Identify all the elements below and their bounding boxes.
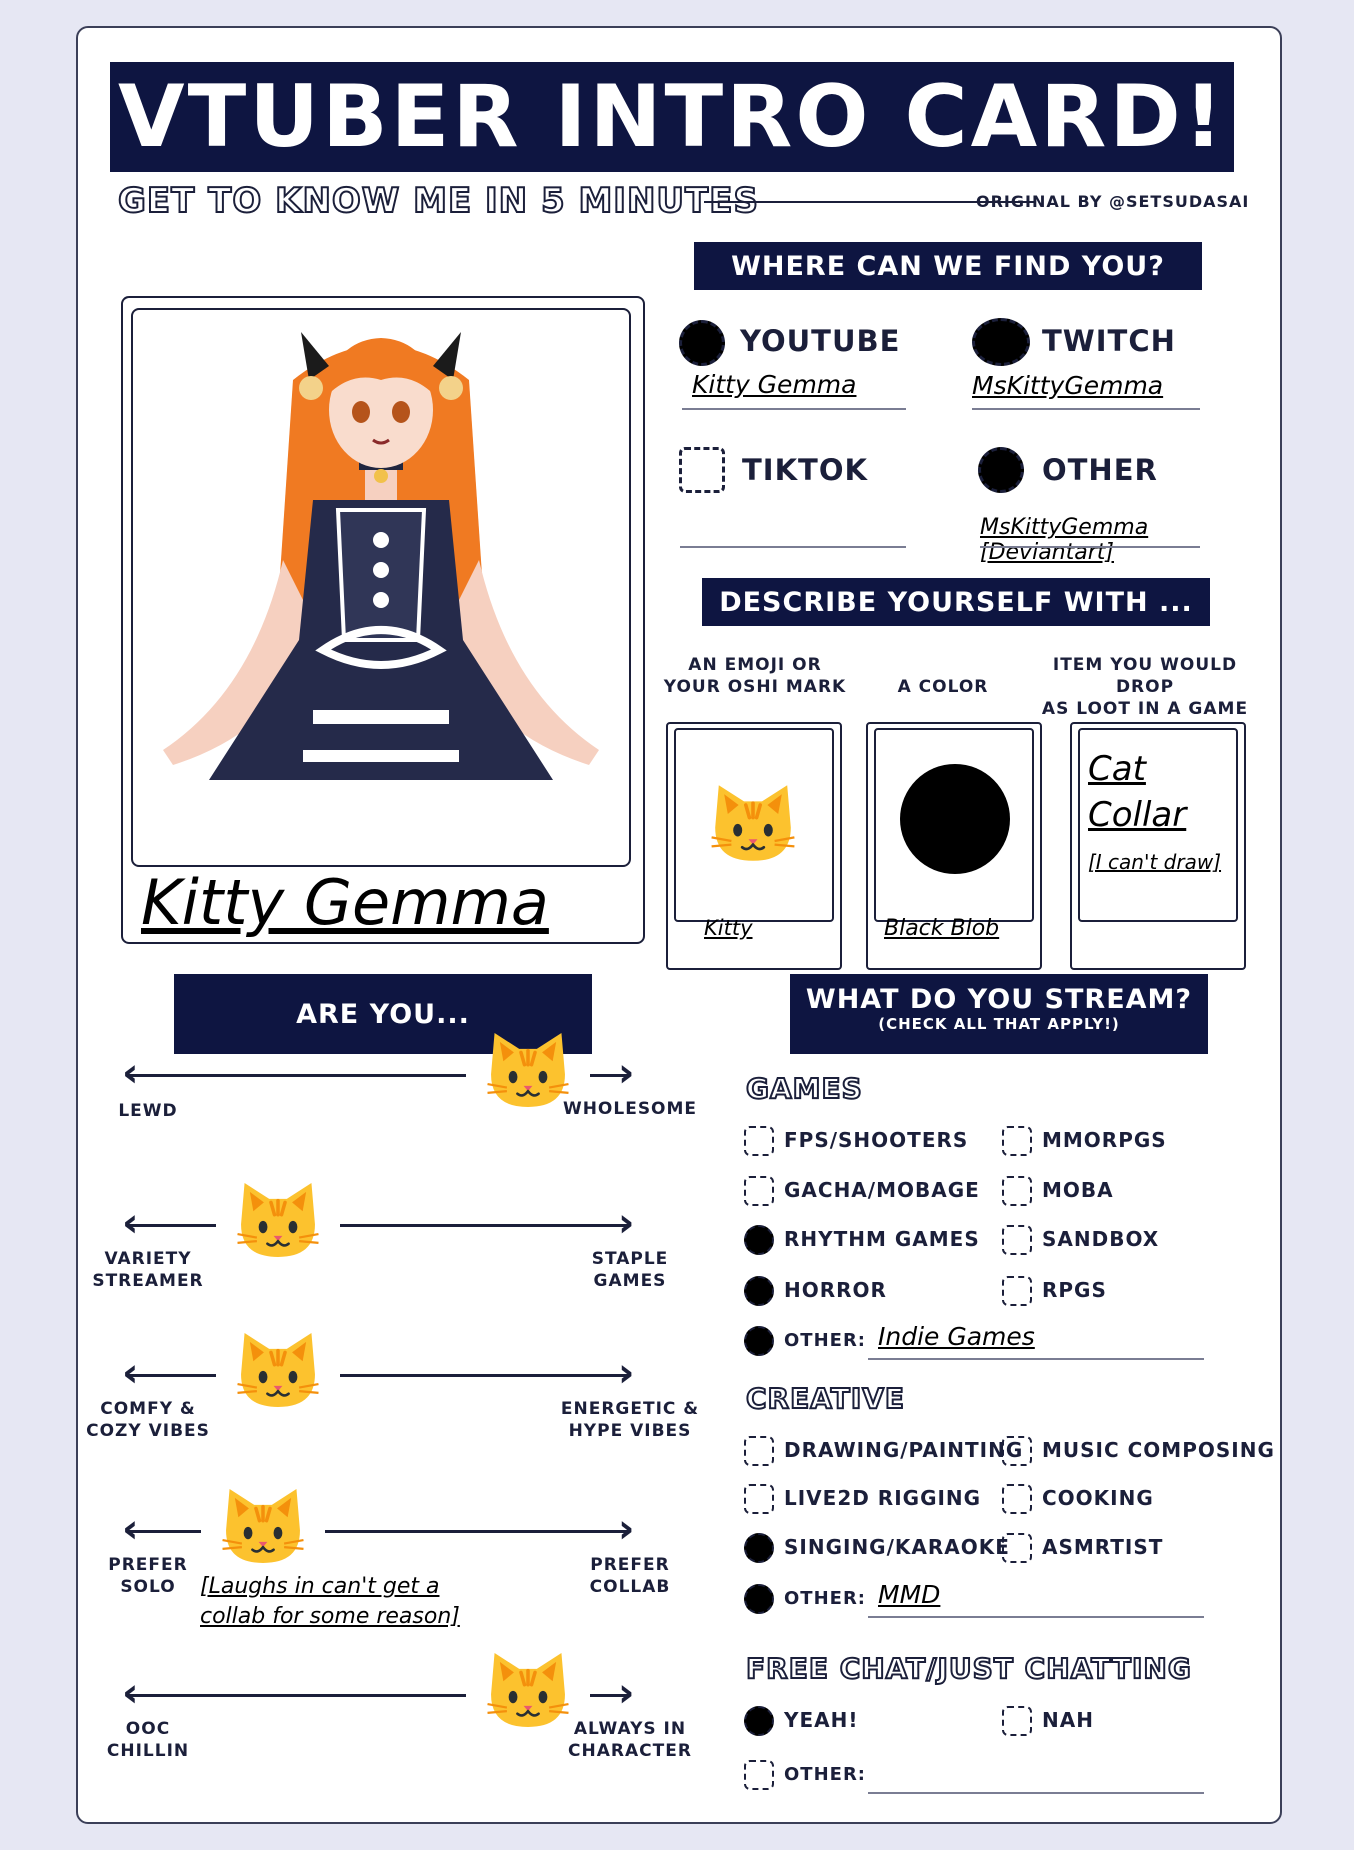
chatting-option-checkbox[interactable] [744, 1706, 774, 1736]
subtitle: GET TO KNOW ME IN 5 MINUTES [118, 181, 759, 221]
emoji-label-line1: AN EMOJI OR [688, 655, 822, 675]
games-other-label: OTHER: [784, 1330, 866, 1351]
chatting-other-label: OTHER: [784, 1764, 866, 1785]
youtube-checkbox[interactable] [679, 320, 725, 366]
stream-heading [790, 974, 1208, 1054]
scale-right-label [558, 1398, 702, 1442]
scale-left-label-line: LEWD [118, 1101, 178, 1121]
games-other-checkbox[interactable] [744, 1326, 774, 1356]
arrow-left-icon: ‹ [122, 1050, 139, 1096]
games-option-label: MOBA [1042, 1178, 1114, 1202]
games-option-checkbox[interactable] [744, 1276, 774, 1306]
games-option-label: HORROR [784, 1278, 887, 1302]
games-option-label: MMORPGS [1042, 1128, 1167, 1152]
scale-left-label-line: COZY VIBES [86, 1421, 210, 1441]
other-platform-label: OTHER [1042, 453, 1158, 487]
games-option-checkbox[interactable] [1002, 1276, 1032, 1306]
creative-other-label: OTHER: [784, 1588, 866, 1609]
youtube-underline [682, 408, 906, 410]
loot-note: [I can't draw] [1088, 850, 1222, 874]
games-other-value[interactable]: Indie Games [878, 1322, 1035, 1351]
scale-left-label-line: CHILLIN [106, 1741, 190, 1761]
scale-right-label-line: CHARACTER [568, 1741, 692, 1761]
scale-marker-cat-icon[interactable] [234, 1326, 322, 1414]
vtuber-name: Kitty Gemma [141, 866, 549, 939]
scale-left-label-line: STREAMER [92, 1271, 204, 1291]
creative-option-label: COOKING [1042, 1486, 1154, 1510]
other-platform-checkbox[interactable] [978, 447, 1024, 493]
scale-left-label-line: SOLO [120, 1577, 176, 1597]
scale-right-label [558, 1554, 702, 1598]
scale-left-label-line: OOC [125, 1719, 171, 1739]
twitch-handle: MsKittyGemma [972, 371, 1164, 400]
credit-text: ORIGINAL BY @SETSUDASAI [976, 192, 1250, 211]
scale-line-right [340, 1374, 628, 1377]
cat-face-icon [708, 778, 798, 868]
title-banner [110, 62, 1234, 172]
youtube-handle: Kitty Gemma [692, 370, 857, 399]
find-you-heading-text: WHERE CAN WE FIND YOU? [731, 250, 1165, 282]
describe-heading-text: DESCRIBE YOURSELF WITH ... [719, 586, 1193, 618]
tiktok-checkbox[interactable] [679, 447, 725, 493]
other-platform-handle: MsKittyGemma [Deviantart] [980, 515, 1149, 565]
creative-option-checkbox[interactable] [744, 1436, 774, 1466]
scale-left-label [78, 1554, 218, 1598]
twitch-checkbox[interactable] [972, 318, 1030, 366]
games-option-checkbox[interactable] [744, 1176, 774, 1206]
chatting-option-checkbox[interactable] [1002, 1706, 1032, 1736]
creative-option-checkbox[interactable] [1002, 1436, 1032, 1466]
creative-option-label: DRAWING/PAINTING [784, 1438, 1024, 1462]
games-option-checkbox[interactable] [744, 1225, 774, 1255]
creative-option-label: LIVE2D RIGGING [784, 1486, 982, 1510]
creative-option-checkbox[interactable] [744, 1533, 774, 1563]
creative-option-checkbox[interactable] [1002, 1533, 1032, 1563]
arrow-right-icon: › [618, 1050, 635, 1096]
scale-left-label [78, 1100, 218, 1122]
tiktok-label: TIKTOK [742, 453, 868, 487]
emoji-label [660, 654, 850, 698]
loot-item-line1: Cat [1088, 749, 1146, 789]
creative-other-value[interactable]: MMD [878, 1580, 941, 1609]
scale-right-label [558, 1248, 702, 1292]
chatting-option-label: YEAH! [784, 1708, 859, 1732]
arrow-right-icon: › [618, 1200, 635, 1246]
arrow-left-icon: ‹ [122, 1200, 139, 1246]
emoji-caption: Kitty [704, 916, 753, 940]
creative-section-title: CREATIVE [746, 1382, 906, 1415]
creative-option-label: ASMRTIST [1042, 1535, 1164, 1559]
games-option-checkbox[interactable] [1002, 1225, 1032, 1255]
other-platform-underline [980, 546, 1200, 548]
scale-right-label [558, 1098, 702, 1120]
twitch-label: TWITCH [1042, 324, 1176, 358]
creative-option-label: SINGING/KARAOKE [784, 1535, 1010, 1559]
scale-note [200, 1572, 460, 1632]
games-option-label: RPGS [1042, 1278, 1107, 1302]
games-option-label: RHYTHM GAMES [784, 1227, 980, 1251]
scale-left-label [78, 1718, 218, 1762]
stream-subheading: (CHECK ALL THAT APPLY!) [878, 1015, 1120, 1033]
avatar-image [131, 308, 631, 867]
chatting-option-label: NAH [1042, 1708, 1094, 1732]
scale-line-left [128, 1694, 466, 1697]
scale-left-label-line: PREFER [108, 1555, 188, 1575]
scale-line-left [128, 1224, 216, 1227]
find-you-heading [694, 242, 1202, 290]
games-option-label: FPS/SHOOTERS [784, 1128, 969, 1152]
stream-heading-text: WHAT DO YOU STREAM? [805, 984, 1193, 1015]
games-option-checkbox[interactable] [744, 1126, 774, 1156]
scale-right-label-line: WHOLESOME [562, 1099, 698, 1119]
scale-line-right [340, 1224, 628, 1227]
games-other-underline [868, 1358, 1204, 1360]
arrow-left-icon: ‹ [122, 1670, 139, 1716]
scale-right-label-line: HYPE VIBES [568, 1421, 692, 1441]
loot-item-line2: Collar [1088, 795, 1187, 835]
loot-item [1088, 746, 1186, 838]
scale-right-label-line: PREFER [590, 1555, 670, 1575]
creative-option-checkbox[interactable] [1002, 1484, 1032, 1514]
scale-right-label-line: COLLAB [589, 1577, 671, 1597]
loot-label [1040, 654, 1250, 720]
page-title: VTUBER INTRO CARD! [118, 67, 1226, 167]
scale-right-label-line: ENERGETIC & [560, 1399, 700, 1419]
games-option-checkbox[interactable] [1002, 1176, 1032, 1206]
twitch-underline [972, 408, 1200, 410]
color-caption: Black Blob [884, 916, 1000, 941]
games-section-title: GAMES [746, 1072, 863, 1105]
scale-right-label-line: STAPLE [591, 1249, 669, 1269]
creative-option-label: MUSIC COMPOSING [1042, 1438, 1275, 1462]
vtuber-character-illustration [133, 310, 629, 865]
color-label: A COLOR [897, 677, 989, 697]
intro-card [76, 26, 1282, 1824]
games-option-label: SANDBOX [1042, 1227, 1160, 1251]
arrow-right-icon: › [618, 1350, 635, 1396]
scale-left-label [78, 1398, 218, 1442]
arrow-right-icon: › [618, 1670, 635, 1716]
scale-line-right [325, 1530, 628, 1533]
youtube-label: YOUTUBE [740, 324, 901, 358]
scale-marker-cat-icon[interactable] [234, 1176, 322, 1264]
emoji-label-line2: YOUR OSHI MARK [663, 677, 847, 697]
tiktok-underline [680, 546, 906, 548]
loot-label-line2: AS LOOT IN A GAME [1041, 699, 1249, 719]
scale-left-label-line: VARIETY [104, 1249, 192, 1269]
scale-right-label [558, 1718, 702, 1762]
are-you-heading-text: ARE YOU... [296, 998, 470, 1030]
games-option-checkbox[interactable] [1002, 1126, 1032, 1156]
scale-right-label-line: GAMES [593, 1271, 667, 1291]
arrow-left-icon: ‹ [122, 1350, 139, 1396]
describe-heading [702, 578, 1210, 626]
arrow-left-icon: ‹ [122, 1506, 139, 1552]
loot-label-line1: ITEM YOU WOULD DROP [1052, 655, 1238, 697]
chatting-other-underline [868, 1792, 1204, 1794]
scale-marker-cat-icon[interactable] [219, 1482, 307, 1570]
scale-left-label [78, 1248, 218, 1292]
scale-line-left [128, 1074, 466, 1077]
chatting-section-title: FREE CHAT/JUST CHATTING [746, 1652, 1192, 1685]
scale-note-line1: [Laughs in can't get a [200, 1574, 440, 1599]
scale-line-left [128, 1374, 216, 1377]
arrow-right-icon: › [618, 1506, 635, 1552]
scale-left-label-line: COMFY & [100, 1399, 196, 1419]
chatting-other-checkbox[interactable] [744, 1760, 774, 1790]
creative-other-underline [868, 1616, 1204, 1618]
scale-line-left [128, 1530, 201, 1533]
creative-option-checkbox[interactable] [744, 1484, 774, 1514]
creative-other-checkbox[interactable] [744, 1584, 774, 1614]
color-swatch [900, 764, 1010, 874]
games-option-label: GACHA/MOBAGE [784, 1178, 980, 1202]
scale-right-label-line: ALWAYS IN [573, 1719, 687, 1739]
scale-note-line2: collab for some reason] [200, 1604, 460, 1629]
